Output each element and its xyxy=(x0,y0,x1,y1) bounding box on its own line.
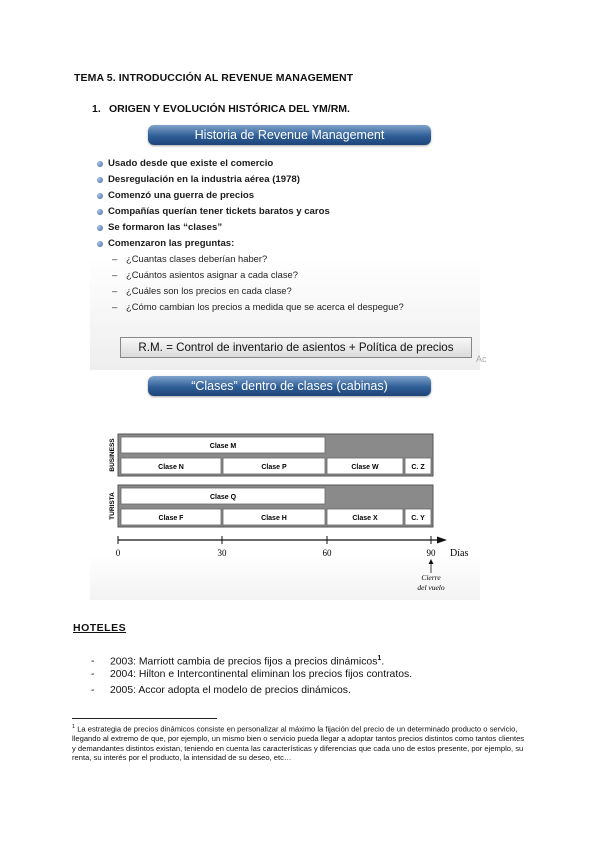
business-label: BUSINESS xyxy=(109,438,116,472)
list-item: - 2003: Marriott cambia de precios fijos a precios dinámicos$^1$. xyxy=(91,655,385,668)
footnote-marker: 1 xyxy=(72,724,76,730)
bullet-icon xyxy=(97,177,103,183)
rm-formula: R.M. = Control de inventario de asientos + Política de precios xyxy=(120,337,472,358)
axis-tick-label: 60 xyxy=(322,548,332,558)
tema-heading: TEMA 5. INTRODUCCIÓN AL REVENUE MANAGEMENT xyxy=(74,72,354,84)
list-item: – ¿Cuantas clases deberían haber? xyxy=(112,253,268,264)
section-title: ORIGEN Y EVOLUCIÓN HISTÓRICA DEL YM/RM. xyxy=(109,103,350,115)
list-item: Desregulación en la industria aérea (1978) xyxy=(96,172,330,188)
slide-clases-title: “Clases” dentro de clases (cabinas) xyxy=(148,376,431,396)
axis-tick-label: 0 xyxy=(115,548,121,558)
bullet-icon xyxy=(97,209,103,215)
list-item: – ¿Cuántos asientos asignar a cada clase? xyxy=(112,269,298,280)
clase-p-label: Clase P xyxy=(261,464,287,471)
list-item: Comenzó una guerra de precios xyxy=(96,188,330,204)
clase-m-label: Clase M xyxy=(209,443,237,450)
bullet-icon xyxy=(97,161,103,167)
clase-n-label: Clase N xyxy=(158,464,184,471)
up-arrow-icon xyxy=(429,559,434,564)
turista-label: TURISTA xyxy=(109,492,116,520)
list-item: - 2004: Hilton e Intercontinental eliminan los precios fijos contratos. xyxy=(91,669,413,680)
clase-q-label: Clase Q xyxy=(209,494,237,501)
slide-corner-text: Ac xyxy=(476,354,487,364)
list-item: – ¿Cuáles son los precios en cada clase? xyxy=(112,285,292,296)
bullet-icon xyxy=(97,225,103,231)
historia-sub-list xyxy=(112,251,404,315)
clase-f-label: Clase F xyxy=(158,515,184,522)
slide-clases xyxy=(90,372,480,600)
clase-x-label: Clase X xyxy=(352,515,378,522)
list-item: Se formaron las “clases” xyxy=(96,220,330,236)
list-item: Usado desde que existe el comercio xyxy=(96,156,330,172)
list-item: Comenzaron las preguntas: xyxy=(96,236,330,252)
clase-h-label: Clase H xyxy=(261,515,287,522)
cabin-classes-diagram xyxy=(90,372,480,600)
cierre-label: Cierre xyxy=(421,573,441,582)
axis-tick-label: 30 xyxy=(217,548,227,558)
slide-historia xyxy=(90,122,487,370)
clase-z-label: C. Z xyxy=(411,464,425,471)
axis-arrow-icon xyxy=(437,537,447,544)
axis-label: Días xyxy=(450,548,469,559)
bullet-icon xyxy=(97,193,103,199)
slide-historia-title: Historia de Revenue Management xyxy=(148,125,431,145)
footnote-ref[interactable]: 1 xyxy=(377,655,382,662)
clase-w-label: Clase W xyxy=(351,464,379,471)
bullet-icon xyxy=(97,241,103,247)
footnote xyxy=(72,723,527,763)
footnote-text: La estrategia de precios dinámicos consiste en personalizar al máximo la fijación del precio de un determinado producto o servicio, llegando al extremo de que, por ejemplo, un mismo bien o servicio pueda llegar a adoptar tantos precios distintos como tantos clientes y demandantes distintos existan, teniendo en cuenta las características y diferencias que cada uno de estos presente, por ejemplo, su renta, su interés por el producto, la intensidad de su deseo, etc… xyxy=(72,724,525,763)
section-number: 1. xyxy=(92,103,101,115)
del-vuelo-label: del vuelo xyxy=(417,583,445,592)
footnote-divider xyxy=(72,718,217,719)
clase-y-label: C. Y xyxy=(411,515,425,522)
list-item: - 2005: Accor adopta el modelo de precios dinámicos. xyxy=(91,685,351,696)
list-item: Compañías querían tener tickets baratos y caros xyxy=(96,204,330,220)
section-heading xyxy=(92,103,350,115)
hoteles-list xyxy=(91,651,412,699)
hoteles-heading: HOTELES xyxy=(73,622,127,634)
list-item: – ¿Cómo cambian los precios a medida que se acerca el despegue? xyxy=(112,301,404,312)
axis-tick-label: 90 xyxy=(426,548,436,558)
historia-bullet-list xyxy=(96,156,330,252)
